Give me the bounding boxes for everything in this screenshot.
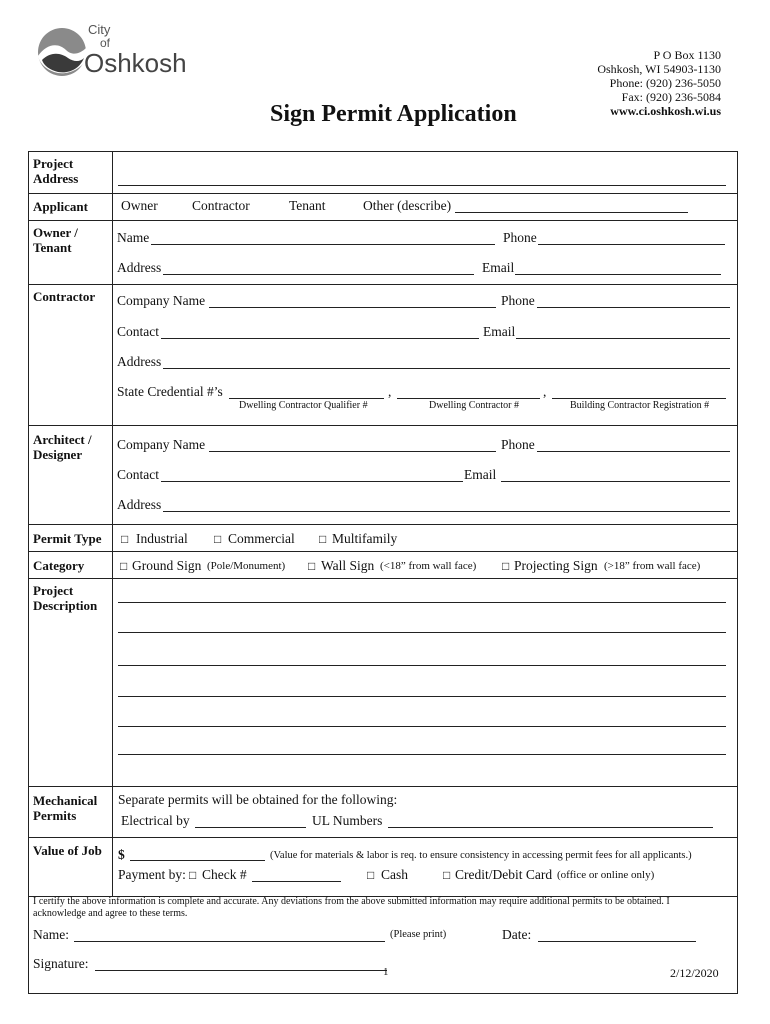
owner-email-label: Email	[482, 260, 515, 275]
electrical-by-input[interactable]	[195, 815, 306, 828]
industrial-label: Industrial	[136, 531, 188, 546]
check-label: Check #	[202, 867, 247, 882]
label-value-of-job: Value of Job	[33, 843, 102, 858]
applicant-contractor-option[interactable]: Contractor	[192, 198, 250, 213]
row-divider	[28, 578, 737, 579]
label-contractor: Contractor	[33, 289, 96, 304]
city-state-zip: Oshkosh, WI 54903-1130	[597, 62, 721, 76]
po-box: P O Box 1130	[653, 48, 721, 62]
wall-sign-label: Wall Sign	[321, 558, 375, 573]
architect-phone-label: Phone	[501, 437, 535, 452]
multifamily-checkbox[interactable]: □	[319, 532, 327, 546]
description-line[interactable]	[118, 684, 726, 697]
date-input[interactable]	[538, 929, 696, 942]
architect-address-input[interactable]	[163, 499, 730, 512]
architect-email-input[interactable]	[501, 469, 730, 482]
credential-dwelling-input[interactable]	[397, 386, 540, 399]
description-line[interactable]	[118, 653, 726, 666]
electrical-by-label: Electrical by	[121, 813, 190, 828]
dollar-sign: $	[118, 847, 125, 862]
please-print-note: (Please print)	[390, 929, 447, 940]
row-divider	[28, 786, 737, 787]
contractor-phone-label: Phone	[501, 293, 535, 308]
applicant-other-option[interactable]: Other (describe)	[363, 198, 452, 213]
description-line[interactable]	[118, 620, 726, 633]
ground-sign-checkbox[interactable]: □	[120, 559, 128, 573]
wall-sign-checkbox[interactable]: □	[308, 559, 316, 573]
signature-input[interactable]	[95, 958, 387, 971]
cash-label: Cash	[381, 867, 408, 882]
ul-numbers-input[interactable]	[388, 815, 713, 828]
ul-numbers-label: UL Numbers	[312, 813, 383, 828]
wall-sign-note: (<18” from wall face)	[380, 560, 477, 572]
applicant-other-input[interactable]	[455, 200, 688, 213]
ground-sign-label: Ground Sign	[132, 558, 202, 573]
label-architect: Architect / Designer	[33, 432, 92, 462]
owner-name-label: Name	[117, 230, 150, 245]
check-checkbox[interactable]: □	[189, 868, 197, 882]
print-name-input[interactable]	[74, 929, 385, 942]
owner-email-input[interactable]	[515, 262, 721, 275]
print-name-label: Name:	[33, 927, 69, 942]
contractor-email-input[interactable]	[516, 326, 730, 339]
owner-address-label: Address	[117, 260, 162, 275]
label-permit-type: Permit Type	[33, 531, 102, 546]
credit-label: Credit/Debit Card	[455, 867, 553, 882]
architect-address-label: Address	[117, 497, 162, 512]
credit-note: (office or online only)	[557, 869, 655, 881]
commercial-checkbox[interactable]: □	[214, 532, 222, 546]
description-line[interactable]	[118, 590, 726, 603]
page-title: Sign Permit Application	[270, 101, 517, 127]
contractor-email-label: Email	[483, 324, 516, 339]
row-divider	[28, 425, 737, 426]
certification-text: I certify the above information is complete and accurate. Any deviations from the above submitted information may require additional permits to be obtained. I acknowledge and agree to these terms.	[33, 896, 670, 919]
logo-oshkosh-text: Oshkosh	[84, 48, 187, 78]
row-divider	[28, 551, 737, 552]
projecting-sign-note: (>18” from wall face)	[604, 560, 701, 572]
label-category: Category	[33, 558, 85, 573]
state-credential-label: State Credential #’s	[117, 384, 223, 399]
label-project-address: Project Address	[33, 156, 79, 186]
row-divider	[28, 524, 737, 525]
contractor-address-input[interactable]	[163, 356, 730, 369]
row-divider	[28, 193, 737, 194]
row-divider	[28, 220, 737, 221]
architect-contact-label: Contact	[117, 467, 159, 482]
contractor-company-label: Company Name	[117, 293, 206, 308]
phone-number: Phone: (920) 236-5050	[609, 76, 721, 90]
credit-checkbox[interactable]: □	[443, 868, 451, 882]
ground-sign-note: (Pole/Monument)	[207, 560, 286, 572]
description-line[interactable]	[118, 714, 726, 727]
value-input[interactable]	[130, 848, 265, 861]
cash-checkbox[interactable]: □	[367, 868, 375, 882]
date-label: Date:	[502, 927, 532, 942]
owner-phone-label: Phone	[503, 230, 537, 245]
label-owner-tenant: Owner / Tenant	[33, 225, 78, 255]
revision-date: 2/12/2020	[670, 966, 719, 980]
credential-building-input[interactable]	[552, 386, 726, 399]
mechanical-intro: Separate permits will be obtained for the following:	[118, 792, 398, 807]
projecting-sign-checkbox[interactable]: □	[502, 559, 510, 573]
page-number: 1	[383, 966, 389, 978]
contractor-phone-input[interactable]	[537, 295, 730, 308]
label-project-description: Project Description	[33, 583, 98, 613]
city-logo	[36, 22, 196, 82]
credential-dwelling-caption: Dwelling Contractor #	[429, 400, 519, 411]
architect-contact-input[interactable]	[161, 469, 463, 482]
owner-name-input[interactable]	[151, 232, 495, 245]
owner-address-input[interactable]	[163, 262, 474, 275]
applicant-owner-option[interactable]: Owner	[121, 198, 158, 213]
contractor-contact-label: Contact	[117, 324, 159, 339]
check-number-input[interactable]	[252, 869, 341, 882]
website: www.ci.oshkosh.wi.us	[610, 104, 721, 118]
row-divider	[28, 284, 737, 285]
industrial-checkbox[interactable]: □	[121, 532, 129, 546]
comma-separator: ,	[543, 384, 547, 399]
contact-block	[597, 48, 721, 118]
payment-by-label: Payment by:	[118, 867, 186, 882]
credential-qualifier-input[interactable]	[229, 386, 384, 399]
comma-separator: ,	[388, 384, 392, 399]
contractor-contact-input[interactable]	[161, 326, 479, 339]
credential-building-caption: Building Contractor Registration #	[570, 400, 710, 411]
logo-wave-icon	[36, 26, 88, 78]
signature-label: Signature:	[33, 956, 89, 971]
multifamily-label: Multifamily	[332, 531, 398, 546]
label-mechanical: Mechanical Permits	[33, 793, 98, 823]
project-address-input[interactable]	[118, 173, 726, 186]
contractor-address-label: Address	[117, 354, 162, 369]
row-divider	[28, 837, 737, 838]
credential-qualifier-caption: Dwelling Contractor Qualifier #	[239, 400, 368, 411]
architect-company-input[interactable]	[209, 439, 496, 452]
architect-phone-input[interactable]	[537, 439, 730, 452]
architect-email-label: Email	[464, 467, 497, 482]
description-line[interactable]	[118, 742, 726, 755]
fax-number: Fax: (920) 236-5084	[621, 90, 721, 104]
owner-phone-input[interactable]	[538, 232, 725, 245]
commercial-label: Commercial	[228, 531, 295, 546]
label-applicant: Applicant	[33, 199, 88, 214]
applicant-tenant-option[interactable]: Tenant	[289, 198, 326, 213]
value-note: (Value for materials & labor is req. to ensure consistency in accessing permit fees for all applicants.)	[270, 850, 692, 861]
logo-of-text: of	[100, 36, 111, 50]
projecting-sign-label: Projecting Sign	[514, 558, 598, 573]
contractor-company-input[interactable]	[209, 295, 496, 308]
logo-city-text: City	[88, 22, 111, 37]
architect-company-label: Company Name	[117, 437, 206, 452]
